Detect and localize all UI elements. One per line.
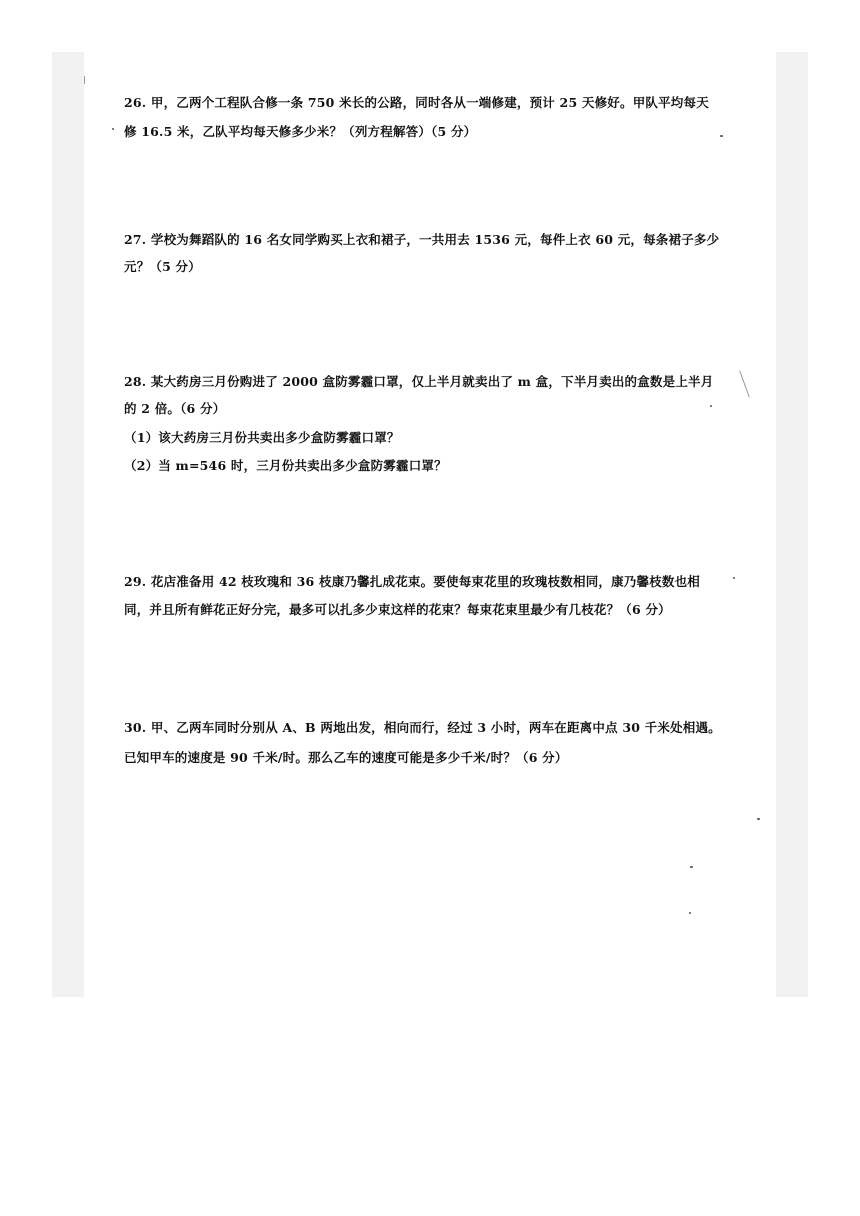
question-28-subquestion-2: （2）当 m=546 时，三月份共卖出多少盒防雾霾口罩？ — [124, 458, 447, 473]
exam-sheet — [84, 52, 776, 997]
scan-speck — [689, 912, 691, 914]
scan-speck — [720, 135, 723, 137]
scan-speck — [112, 128, 114, 130]
question-27-line-2: 元？（5 分） — [124, 259, 201, 274]
question-30-line-1: 30. 甲、乙两车同时分别从 A、B 两地出发，相向而行，经过 3 小时，两车在距离中点 30 千米处相遇。 — [124, 720, 721, 735]
scan-speck — [757, 818, 760, 820]
question-28-line-1: 28. 某大药房三月份购进了 2000 盒防雾霾口罩，仅上半月就卖出了 m 盒，下半月卖出的盒数是上半月 — [124, 374, 714, 389]
question-26-line-2: 修 16.5 米，乙队平均每天修多少米？（列方程解答）（5 分） — [124, 124, 477, 139]
question-29-line-2: 同，并且所有鲜花正好分完，最多可以扎多少束这样的花束？每束花束里最少有几枝花？（6 分） — [124, 602, 671, 617]
scan-speck — [710, 405, 712, 407]
question-29-line-1: 29. 花店准备用 42 枝玫瑰和 36 枝康乃馨扎成花束。要使每束花里的玫瑰枝数相同，康乃馨枝数也相 — [124, 574, 700, 589]
question-30-line-2: 已知甲车的速度是 90 千米/时。那么乙车的速度可能是多少千米/时？（6 分） — [124, 750, 568, 765]
scan-speck — [733, 577, 735, 579]
question-28-subquestion-1: （1）该大药房三月份共卖出多少盒防雾霾口罩？ — [124, 430, 400, 445]
question-26-line-1: 26. 甲，乙两个工程队合修一条 750 米长的公路，同时各从一端修建，预计 25 天修好。甲队平均每天 — [124, 95, 709, 110]
question-28-line-2: 的 2 倍。（6 分） — [124, 401, 226, 416]
question-27-line-1: 27. 学校为舞蹈队的 16 名女同学购买上衣和裙子，一共用去 1536 元，每件上衣 60 元，每条裙子多少 — [124, 232, 720, 247]
scan-speck — [690, 866, 693, 868]
scan-mark — [84, 76, 85, 84]
